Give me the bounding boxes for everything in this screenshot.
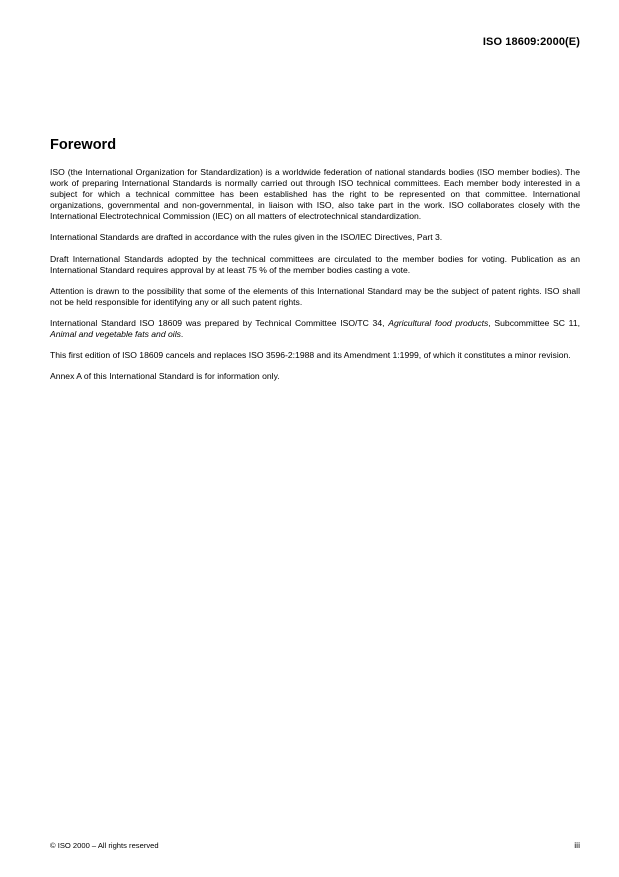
paragraph-drafting-rules: International Standards are drafted in accordance with the rules given in the ISO/IEC Directives, Part 3. — [50, 232, 443, 243]
preparation-text-1: International Standard ISO 18609 was prepared by Technical Committee ISO/TC 34, — [50, 317, 389, 328]
paragraph-annex: Annex A of this International Standard is for information only. — [50, 371, 280, 382]
committee-name: Agricultural food products — [388, 317, 489, 328]
paragraph-voting: Draft International Standards adopted by the technical committees are circulated to the member bodies for voting. Publication as an International Standard requires approval by at least 75 % of the member bodies casting a vote. — [50, 253, 580, 275]
preparation-text-3: . — [180, 329, 184, 340]
copyright-notice: © ISO 2000 – All rights reserved — [50, 841, 159, 850]
paragraph-edition: This first edition of ISO 18609 cancels and replaces ISO 3596-2:1988 and its Amendment 1:1999, of which it constitutes a minor revision. — [50, 350, 571, 361]
paragraph-iso-description: ISO (the International Organization for Standardization) is a worldwide federation of national standards bodies (ISO member bodies). The work of preparing International Standards is normally carried out through ISO technical committees. Each member body interested in a subject for which a technical committee has been established has the right to be represented on that committee. International organizations, governmental and non-governmental, in liaison with ISO, also take part in the work. ISO collaborates closely with the International Electrotechnical Commission (IEC) on all matters of electrotechnical standardization. — [50, 167, 580, 222]
document-identifier: ISO 18609:2000(E) — [482, 36, 580, 48]
page-title: Foreword — [50, 137, 117, 153]
subcommittee-name: Animal and vegetable fats and oils — [50, 329, 181, 340]
paragraph-preparation — [50, 318, 580, 340]
paragraph-patent-rights: Attention is drawn to the possibility that some of the elements of this International Standard may be the subject of patent rights. ISO shall not be held responsible for identifying any or all such patent rights. — [50, 285, 580, 307]
foreword-body — [50, 167, 580, 392]
preparation-text-2: , Subcommittee SC 11, — [488, 317, 580, 328]
page-number: iii — [574, 840, 580, 850]
